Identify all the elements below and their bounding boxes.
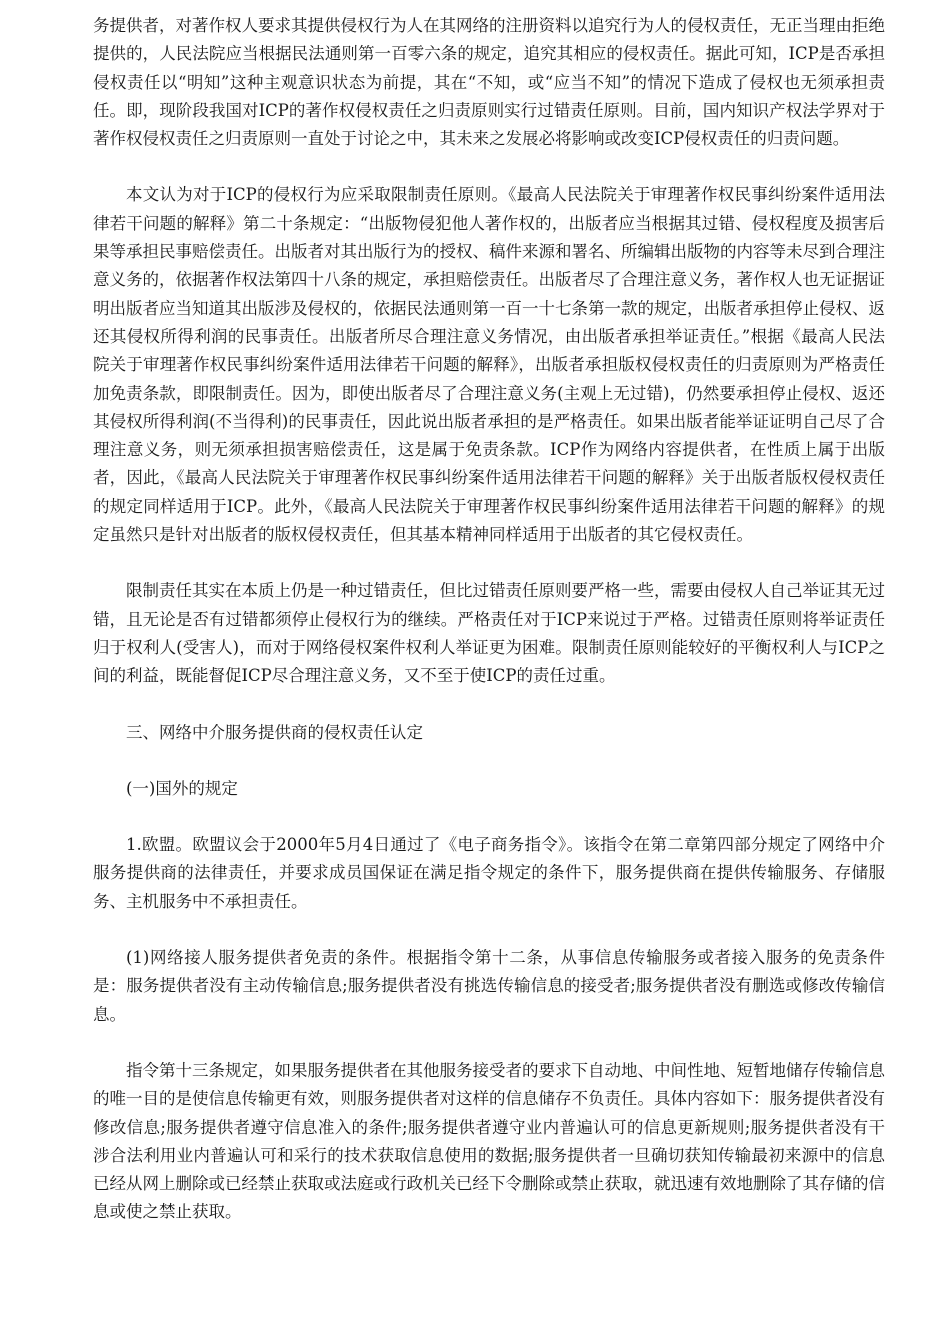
paragraph-article-13: 指令第十三条规定，如果服务提供者在其他服务接受者的要求下自动地、中间性地、短暂地储存传输信息的唯一目的是使信息传输更有效，则服务提供者对这样的信息储存不负责任。具体内容如下：服务提供者没有修改信息;服务提供者遵守信息准入的条件;服务提供者遵守业内普遍认可的信息更新规则;服务提供者没有干涉合法利用业内普遍认可和采行的技术获取信息使用的数据;服务提供者一旦确切获知传输最初来源中的信息已经从网上删除或已经禁止获取或法庭或行政机关已经下令删除或禁止获取，就迅速有效地删除了其存储的信息或使之禁止获取。 bbox=[93, 1060, 885, 1222]
paragraph-access-provider-exemption: (1)网络接人服务提供者免责的条件。根据指令第十二条，从事信息传输服务或者接入服务的免责条件是：服务提供者没有主动传输信息;服务提供者没有挑选传输信息的接受者;服务提供者没有删选或修改传输信息。 bbox=[93, 948, 885, 1024]
section-heading: 三、网络中介服务提供商的侵权责任认定 bbox=[126, 722, 423, 742]
paragraph-fault-liability: 限制责任其实在本质上仍是一种过错责任，但比过错责任原则要严格一些，需要由侵权人自己举证其无过错，且无论是否有过错都须停止侵权行为的继续。严格责任对于ICP来说过于严格。过错责任原则将举证责任归于权利人(受害人)，而对于网络侵权案件权利人举证更为困难。限制责任原则能较好的平衡权利人与ICP之间的利益，既能督促ICP尽合理注意义务，又不至于使ICP的责任过重。 bbox=[93, 581, 885, 686]
paragraph-eu-directive: 1.欧盟。欧盟议会于2000年5月4日通过了《电子商务指令》。该指令在第二章第四部分规定了网络中介服务提供商的法律责任，并要求成员国保证在满足指令规定的条件下，服务提供商在提供传输服务、存储服务、主机服务中不承担责任。 bbox=[93, 835, 885, 911]
document-page bbox=[93, 12, 885, 1255]
paragraph-continuation: 务提供者，对著作权人要求其提供侵权行为人在其网络的注册资料以追究行为人的侵权责任，无正当理由拒绝提供的，人民法院应当根据民法通则第一百零六条的规定，追究其相应的侵权责任。据此可知，ICP是否承担侵权责任以“明知”这种主观意识状态为前提，其在“不知，或“应当不知”的情况下造成了侵权也无须承担责任。即，现阶段我国对ICP的著作权侵权责任之归责原则实行过错责任原则。目前，国内知识产权法学界对于著作权侵权责任之归责原则一直处于讨论之中，其未来之发展必将影响或改变ICP侵权责任的归责问题。 bbox=[93, 16, 885, 149]
subsection-heading: (一)国外的规定 bbox=[126, 778, 238, 798]
paragraph-limited-liability: 本文认为对于ICP的侵权行为应采取限制责任原则。《最高人民法院关于审理著作权民事纠纷案件适用法律若干问题的解释》第二十条规定：“出版物侵犯他人著作权的，出版者应当根据其过错、侵权程度及损害后果等承担民事赔偿责任。出版者对其出版行为的授权、稿件来源和署名、所编辑出版物的内容等未尽到合理注意义务的，依据著作权法第四十八条的规定，承担赔偿责任。出版者尽了合理注意义务，著作权人也无证据证明出版者应当知道其出版涉及侵权的，依据民法通则第一百一十七条第一款的规定，出版者承担停止侵权、返还其侵权所得利润的民事责任。出版者所尽合理注意义务情况，由出版者承担举证责任。”根据《最高人民法院关于审理著作权民事纠纷案件适用法律若干问题的解释》，出版者承担版权侵权责任的归责原则为严格责任加免责条款，即限制责任。因为，即使出版者尽了合理注意义务(主观上无过错)，仍然要承担停止侵权、返还其侵权所得利润(不当得利)的民事责任，因此说出版者承担的是严格责任。如果出版者能举证证明自己尽了合理注意义务，则无须承担损害赔偿责任，这是属于免责条款。ICP作为网络内容提供者，在性质上属于出版者，因此，《最高人民法院关于审理著作权民事纠纷案件适用法律若干问题的解释》关于出版者版权侵权责任的规定同样适用于ICP。此外，《最高人民法院关于审理著作权民事纠纷案件适用法律若干问题的解释》的规定虽然只是针对出版者的版权侵权责任，但其基本精神同样适用于出版者的其它侵权责任。 bbox=[93, 185, 885, 545]
